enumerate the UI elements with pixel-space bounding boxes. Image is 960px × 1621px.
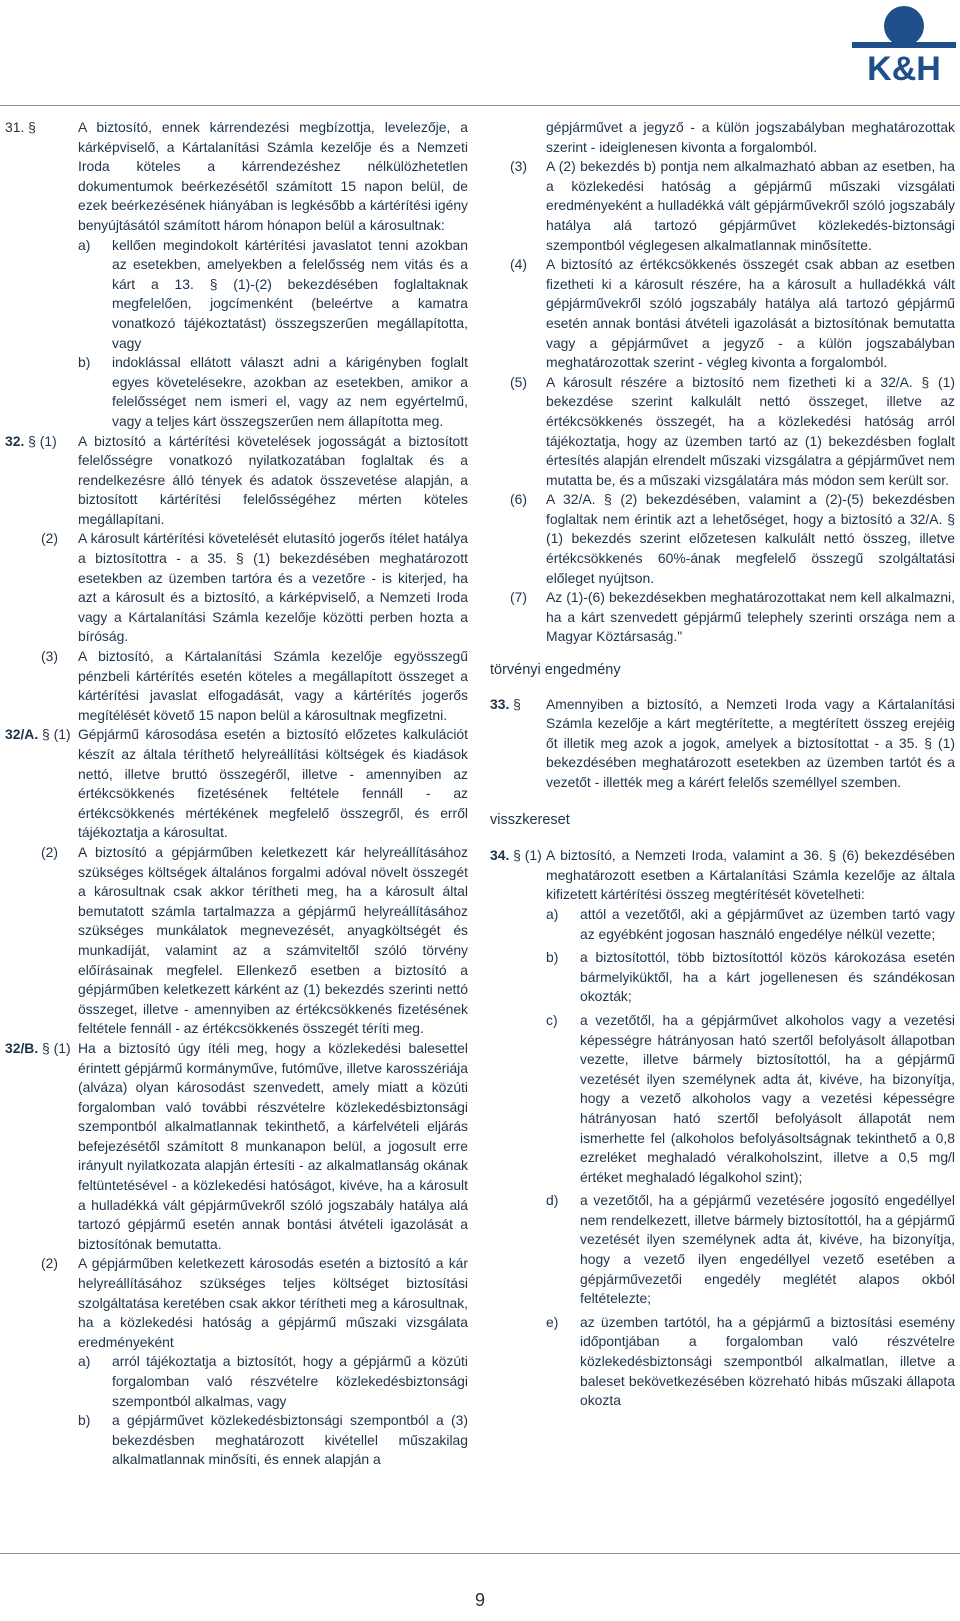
page-number: 9	[474, 1590, 485, 1610]
left-column	[5, 118, 468, 1470]
paragraph-label: a)	[546, 905, 559, 922]
paragraph	[5, 1039, 468, 1255]
paragraph-text: A biztosító, a Kártalanítási Számla kezelője egyösszegű pénzbeli kártérítés esetén köteles a megállapított összeget a kártérítési javaslat elfogadását, vagy a kártérítés jogerős megítélését követő 15 napon belül a károsultnak megfizetni.	[78, 648, 468, 723]
paragraph-label: e)	[546, 1313, 559, 1330]
paragraph-label: b)	[546, 949, 559, 966]
paragraph-label: (6)	[510, 491, 527, 508]
paragraph	[490, 373, 955, 491]
paragraph-text: A 32/A. § (2) bekezdésében, valamint a (2)-(5) bekezdésben foglaltak nem érintik azt a lehetőséget, hogy a biztosító a 32/A. § (1) bekezdés szerint előzetesen kalkulált nettó összeg, illetve értékcsökkenés 60%-ának megfelelő összegű szolgáltatási előleget nyújtson.	[546, 491, 955, 586]
paragraph-label: d)	[546, 1192, 559, 1209]
paragraph-label: 31. §	[5, 119, 36, 135]
paragraph-text: az üzemben tartótól, ha a gépjármű a biztosítási esemény időpontjában a forgalomban való részvételre közlekedésbiztonsági szempontból alkalmatlan, illetve a baleset bekövetkezésében közreható hibás műszaki állapota okozta	[580, 1313, 955, 1409]
paragraph	[5, 1254, 468, 1352]
paragraph	[490, 255, 955, 373]
paragraph	[490, 1011, 955, 1187]
paragraph	[490, 948, 955, 1007]
paragraph-label: b)	[78, 1412, 91, 1429]
paragraph-label: 32. § (1)	[5, 432, 57, 449]
paragraph	[490, 905, 955, 944]
paragraph-text: A biztosító a gépjárműben keletkezett kár helyreállításához szükséges költségek általános forgalmi adóval növelt összegét a károsultnak csak akkor térítheti meg, ha a károsult által bemutatott számla tartalmazza a gépjármű helyreállításához szükséges munkálatok megnevezését, anyagköltségét és munkadíját, valamint az a számviteltől szóló törvény előírásainak megfelel. Ellenkező esetben a biztosító a gépjárműben keletkezett kárként az (1) bekezdés szerinti nettó összeget, illetve - amennyiben az értékcsökkenés fizetésének feltétele fennáll - az értékcsökkenés összegét téríti meg.	[78, 843, 468, 1037]
paragraph-label: a)	[78, 1353, 91, 1370]
paragraph-label: c)	[546, 1011, 558, 1028]
paragraph-label: b)	[78, 354, 91, 371]
paragraph-text: kellően megindokolt kártérítési javaslatot tenni azokban az esetekben, amelyekben a felelősség nem vitás és a kárt a 13. § (1)-(2) bekezdésében foglaltaknak megfelelően, jogcímenként (beleértve a kamatra vonatkozó tájékoztatást) összegszerűen megállapította, vagy	[112, 236, 468, 351]
logo-text: K&H	[867, 50, 941, 84]
paragraph	[5, 432, 468, 530]
paragraph	[490, 846, 955, 905]
paragraph-label: (2)	[41, 1255, 58, 1272]
paragraph-text: A károsult kártérítési követelését elutasító jogerős ítélet hatálya a biztosítottra - a 35. § (1) bekezdésében meghatározott esetekben az üzemben tartóra és a vezetőre - is kiterjed, ha azt a károsult és a biztosító, a kárképviselő, a Nemzeti Iroda vagy a Kártalanítási Számla kezelője közötti perben hozta a bíróság.	[78, 530, 468, 645]
paragraph-text: A (2) bekezdés b) pontja nem alkalmazható abban az esetben, ha a közlekedési hatóság a gépjármű műszaki vizsgálati eredményeként a hulladékká vált gépjárművekről szóló jogszabály hatálya alá tartozó gépjárművet közlekedés-biztonsági szempontból véglegesen alkalmatlannak minősítette.	[546, 158, 955, 253]
paragraph-label: a)	[78, 236, 91, 253]
paragraph-text: A biztosító a kártérítési követelések jogosságát a biztosított felelősségre vonatkozó nyilatkozatában foglaltak és a rendelkezésre álló tények és adatok összevetése alapján, a biztosított kártérítési felelősségéhez mérten köteles megállapítani.	[78, 432, 468, 527]
section-heading: törvényi engedmény	[490, 662, 621, 679]
paragraph-label: (5)	[510, 373, 527, 390]
paragraph-text: a biztosítottól, több biztosítottól közös károkozása esetén bármelyiküktől, ha a kárt jogellenesen és szándékosan okozták;	[580, 949, 955, 1005]
paragraph-label: 32/B. § (1)	[5, 1039, 71, 1056]
paragraph-text: Gépjármű károsodása esetén a biztosító előzetes kalkulációt készít az általa téríthető helyreállítási költségek és kiadások nettó, illetve bruttó összegéről, illetve - amennyiben az értékcsökkenés fizetésének feltétele fennáll - az értékcsökkenés mértékének megfelelő összegről, és erről tájékoztatja a károsultat.	[78, 726, 468, 841]
paragraph	[5, 118, 468, 236]
paragraph	[490, 1313, 955, 1411]
paragraph	[5, 236, 468, 354]
top-rule	[0, 105, 960, 106]
paragraph	[5, 353, 468, 431]
paragraph	[490, 588, 955, 647]
paragraph	[5, 725, 468, 843]
paragraph-label: (4)	[510, 256, 527, 273]
kh-logo	[852, 4, 956, 84]
right-column	[490, 118, 955, 1411]
paragraph-text: Amennyiben a biztosító, a Nemzeti Iroda vagy a Kártalanítási Számla kezelője a kárt megtérítette, a megtérített összeg erejéig őt illetik meg azok a jogok, amelyek a biztosítottat - a 35. § (1) bekezdésében meghatározott esetekben az üzemben tartót és a vezetőt - illették meg a kárért felelős személlyel szemben.	[546, 695, 955, 790]
paragraph-text: a vezetőtől, ha a gépjármű vezetésére jogosító engedéllyel nem rendelkezett, illetve bármely biztosítottól, ha a gépjármű vezetését ilyen személynek adta át, kivéve, ha bizonyítja, hogy a vezető ilyen engedéllyel vezető esetében a gépjárművezetői engedély meglétét alapos okból feltételezte;	[580, 1192, 955, 1307]
paragraph-label: 33. §	[490, 695, 521, 712]
paragraph-text: indoklással ellátott választ adni a kárigényben foglalt egyes követelésekre, azokban az esetekben, amikor a felelősséget nem ismeri el, vagy az nem egyértelmű, vagy a teljes kárt összegszerűen nem állapította meg.	[112, 354, 468, 429]
paragraph-text: A biztosító, ennek kárrendezési megbízottja, levelezője, a kárképviselő, a Kártalanítási Számla kezelője és a Nemzeti Iroda köteles a kárrendezéshez nélkülözhetetlen dokumentumok beérkezésétől számított 15 napon belül, de ezek beérkezésének hiányában is legkésőbb a kártérítési igény benyújtásától számított három hónapon belül a károsultnak:	[78, 119, 468, 233]
paragraph	[5, 529, 468, 647]
paragraph-text: A gépjárműben keletkezett károsodás esetén a biztosító a kár helyreállításához szükséges teljes költséget biztosítási szolgáltatása keretében csak akkor térítheti meg a károsultnak, ha a közlekedési hatóság a gépjármű műszaki vizsgálata eredményeként	[78, 1255, 468, 1350]
paragraph-label: (2)	[41, 530, 58, 547]
paragraph-label: (3)	[510, 158, 527, 175]
paragraph	[490, 695, 955, 793]
paragraph	[490, 157, 955, 255]
paragraph	[490, 1191, 955, 1309]
paragraph-text: Ha a biztosító úgy ítéli meg, hogy a közlekedési balesettel érintett gépjármű kormányműve, futóműve, illetve karosszériája (alváza) olyan károsodást szenvedett, amely miatt a közúti forgalomban való további részvételre közlekedésbiztonsági szempontból alkalmatlannak tekinthető, a kárfelvételi eljárás befejezésétől számított 8 munkanapon belül, a jogosult erre irányult nyilatkozata alapján értesíti - az alkalmatlanság okának feltüntetésével - a közlekedési hatóságot, kivéve, ha a károsult a hulladékká vált gépjárművekről szóló jogszabály hatálya alá tartozó gépjármű esetén annak bontási átvételi igazolását a biztosítónak bemutatta.	[78, 1039, 468, 1252]
paragraph-text: attól a vezetőtől, aki a gépjárművet az üzemben tartó vagy az egyébként jogosan használó engedélye nélkül vezette;	[580, 905, 955, 942]
paragraph-label: 34. § (1)	[490, 847, 542, 864]
paragraph-label: 32/A. § (1)	[5, 726, 71, 743]
paragraph-text: A károsult részére a biztosító nem fizetheti ki a 32/A. § (1) bekezdése szerint kalkulált nettó összeget, illetve az értékcsökkenés összegét, ha a közlekedési hatóság arról tájékoztatja, hogy az üzemben tartó az (1) bekezdésben foglalt értesítés alapján elrendelt műszaki vizsgálatra a gépjárművet nem mutatta be, és a műszaki vizsgálatára más módon sem került sor.	[546, 373, 955, 488]
paragraph-text: arról tájékoztatja a biztosítót, hogy a gépjármű a közúti forgalomban való részvételre közlekedésbiztonsági szempontból alkalmas, vagy	[112, 1353, 468, 1409]
section-heading: visszkereset	[490, 811, 570, 828]
paragraph-text: a vezetőtől, ha a gépjárművet alkoholos vagy a vezetési képességre hátrányosan ható szertől befolyásolt állapotban vezette, illetve bármely biztosítottól, ha a gépjármű vezetését ilyen személynek adta át, kivéve, ha bizonyítja, hogy a vezető alkoholos vagy a vezetési képességre hátrányosan ható szertől befolyásolt állapotát nem ismerhette fel (alkoholos befolyásoltságnak tekinthető a 0,8 ezreléket meghaladó véralkoholszint, illetve a 0,5 mg/l értéket meghaladó légalkohol szint);	[580, 1011, 955, 1185]
paragraph-text: gépjárművet a jegyző - a külön jogszabályban meghatározottak szerint - ideiglenesen kivonta a forgalomból.	[546, 119, 955, 155]
paragraph-label: (7)	[510, 589, 527, 606]
paragraph	[490, 118, 955, 157]
paragraph-text: a gépjárművet közlekedésbiztonsági szempontból a (3) bekezdésben meghatározott kivétellel műszakilag alkalmatlannak minősíti, és ennek alapján a	[112, 1412, 468, 1468]
paragraph	[5, 1411, 468, 1470]
paragraph	[5, 647, 468, 725]
paragraph-text: A biztosító, a Nemzeti Iroda, valamint a 36. § (6) bekezdésében meghatározott esetben a Kártalanítási Számla kezelője az általa kifizetett kártérítési összeg megtérítését követelheti:	[546, 847, 955, 903]
paragraph-text: A biztosító az értékcsökkenés összegét csak abban az esetben fizetheti ki a károsult részére, ha a károsult a hulladékká vált gépjárművekről szóló jogszabály hatálya alá tartozó gépjármű esetén annak bontási átvételi igazolását a biztosítónak bemutatta vagy a gépjárművet a jegyző - a külön jogszabályban meghatározottak szerint - végleg kivonta a forgalomból.	[546, 256, 955, 371]
bottom-rule	[0, 1553, 960, 1554]
paragraph	[490, 490, 955, 588]
paragraph-label: (2)	[41, 843, 58, 860]
paragraph-label: (3)	[41, 648, 58, 665]
paragraph-text: Az (1)-(6) bekezdésekben meghatározottakat nem kell alkalmazni, ha a kárt szenvedett gépjármű telephely szerinti országa nem a Magyar Köztársaság."	[546, 589, 955, 645]
paragraph	[5, 1352, 468, 1411]
paragraph	[5, 843, 468, 1039]
